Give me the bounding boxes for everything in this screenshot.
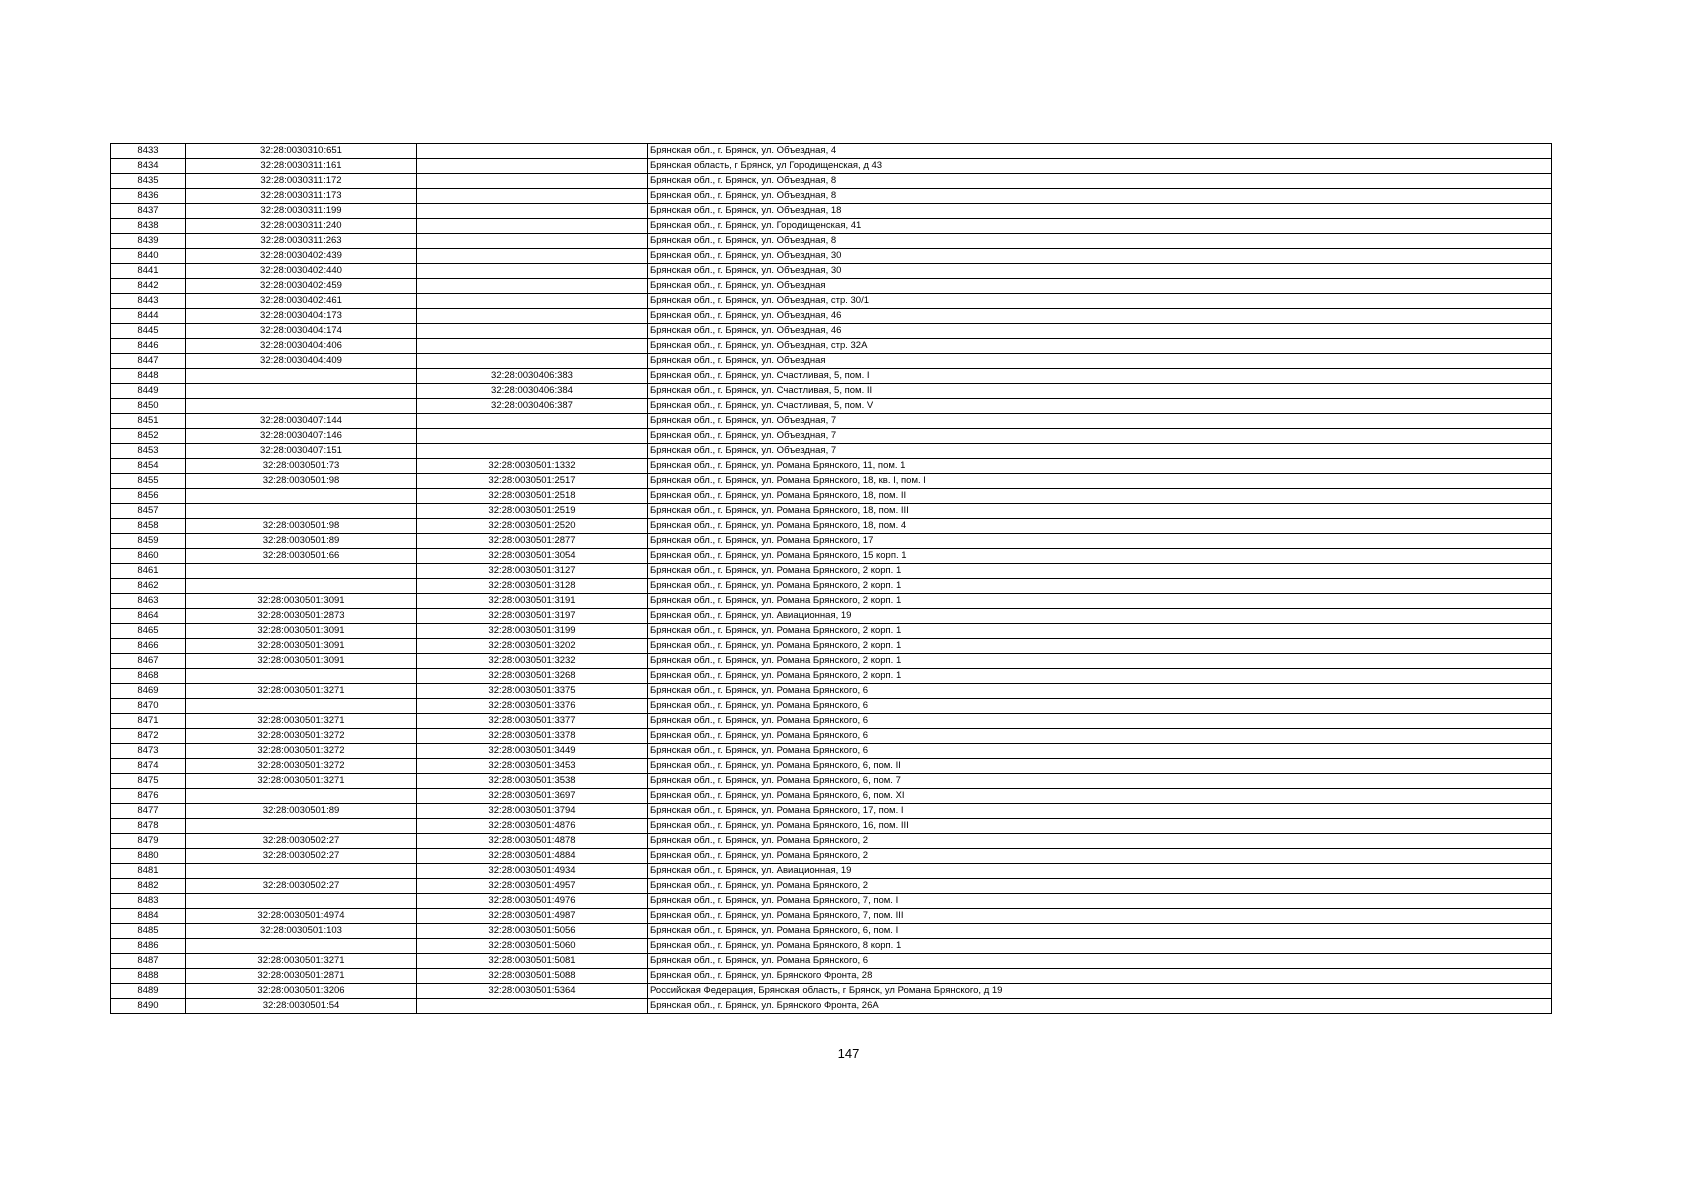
row-number-cell: 8483 [111,894,186,909]
table-row [111,879,1552,894]
table-row [111,819,1552,834]
object-cadastral-number-cell: 32:28:0030406:384 [417,384,648,399]
row-number-cell: 8437 [111,204,186,219]
table-row [111,759,1552,774]
land-cadastral-number-cell: 32:28:0030311:172 [186,174,417,189]
object-cadastral-number-cell: 32:28:0030501:5088 [417,969,648,984]
table-row [111,204,1552,219]
table-row [111,804,1552,819]
table-row [111,969,1552,984]
land-cadastral-number-cell: 32:28:0030501:3091 [186,594,417,609]
land-cadastral-number-cell [186,564,417,579]
address-cell: Брянская обл., г. Брянск, ул. Романа Брянского, 6, пом. XI [648,789,1552,804]
land-cadastral-number-cell: 32:28:0030402:439 [186,249,417,264]
land-cadastral-number-cell: 32:28:0030502:27 [186,879,417,894]
object-cadastral-number-cell: 32:28:0030501:3054 [417,549,648,564]
address-cell: Брянская обл., г. Брянск, ул. Романа Брянского, 11, пом. 1 [648,459,1552,474]
row-number-cell: 8458 [111,519,186,534]
row-number-cell: 8462 [111,579,186,594]
land-cadastral-number-cell: 32:28:0030501:3091 [186,639,417,654]
address-cell: Брянская обл., г. Брянск, ул. Романа Брянского, 2 корп. 1 [648,564,1552,579]
address-cell: Брянская обл., г. Брянск, ул. Объездная, 7 [648,429,1552,444]
object-cadastral-number-cell: 32:28:0030501:4976 [417,894,648,909]
row-number-cell: 8477 [111,804,186,819]
address-cell: Брянская обл., г. Брянск, ул. Объездная, 46 [648,309,1552,324]
land-cadastral-number-cell: 32:28:0030501:3271 [186,714,417,729]
row-number-cell: 8488 [111,969,186,984]
address-cell: Брянская обл., г. Брянск, ул. Романа Брянского, 6 [648,684,1552,699]
land-cadastral-number-cell: 32:28:0030501:103 [186,924,417,939]
object-cadastral-number-cell: 32:28:0030501:3376 [417,699,648,714]
table-row [111,579,1552,594]
land-cadastral-number-cell: 32:28:0030407:144 [186,414,417,429]
table-row [111,924,1552,939]
land-cadastral-number-cell: 32:28:0030501:4974 [186,909,417,924]
address-cell: Брянская обл., г. Брянск, ул. Городищенская, 41 [648,219,1552,234]
row-number-cell: 8484 [111,909,186,924]
object-cadastral-number-cell: 32:28:0030406:383 [417,369,648,384]
table-row [111,279,1552,294]
table-row [111,294,1552,309]
row-number-cell: 8476 [111,789,186,804]
object-cadastral-number-cell [417,144,648,159]
row-number-cell: 8451 [111,414,186,429]
row-number-cell: 8473 [111,744,186,759]
row-number-cell: 8460 [111,549,186,564]
object-cadastral-number-cell: 32:28:0030501:3199 [417,624,648,639]
page-number: 147 [837,1046,860,1061]
address-cell: Брянская обл., г. Брянск, ул. Авиационная, 19 [648,864,1552,879]
address-cell: Брянская обл., г. Брянск, ул. Брянского Фронта, 26А [648,999,1552,1014]
row-number-cell: 8465 [111,624,186,639]
land-cadastral-number-cell: 32:28:0030407:146 [186,429,417,444]
object-cadastral-number-cell [417,414,648,429]
address-cell: Брянская обл., г. Брянск, ул. Объездная [648,354,1552,369]
address-cell: Брянская обл., г. Брянск, ул. Объездная, 8 [648,189,1552,204]
row-number-cell: 8486 [111,939,186,954]
table-row [111,714,1552,729]
object-cadastral-number-cell: 32:28:0030501:4957 [417,879,648,894]
land-cadastral-number-cell: 32:28:0030501:54 [186,999,417,1014]
land-cadastral-number-cell: 32:28:0030311:161 [186,159,417,174]
object-cadastral-number-cell: 32:28:0030501:3377 [417,714,648,729]
table-row [111,144,1552,159]
row-number-cell: 8469 [111,684,186,699]
table-row [111,474,1552,489]
land-cadastral-number-cell: 32:28:0030404:409 [186,354,417,369]
row-number-cell: 8475 [111,774,186,789]
row-number-cell: 8452 [111,429,186,444]
address-cell: Брянская обл., г. Брянск, ул. Романа Брянского, 6, пом. II [648,759,1552,774]
land-cadastral-number-cell: 32:28:0030402:440 [186,264,417,279]
address-cell: Брянская обл., г. Брянск, ул. Романа Брянского, 18, пом. III [648,504,1552,519]
land-cadastral-number-cell: 32:28:0030311:263 [186,234,417,249]
register-table-body [111,144,1552,1014]
object-cadastral-number-cell [417,279,648,294]
row-number-cell: 8447 [111,354,186,369]
row-number-cell: 8463 [111,594,186,609]
row-number-cell: 8490 [111,999,186,1014]
table-row [111,339,1552,354]
object-cadastral-number-cell [417,444,648,459]
object-cadastral-number-cell: 32:28:0030501:3191 [417,594,648,609]
object-cadastral-number-cell [417,204,648,219]
land-cadastral-number-cell [186,699,417,714]
address-cell: Брянская обл., г. Брянск, ул. Романа Брянского, 18, кв. I, пом. I [648,474,1552,489]
address-cell: Брянская обл., г. Брянск, ул. Романа Брянского, 2 корп. 1 [648,594,1552,609]
address-cell: Брянская обл., г. Брянск, ул. Объездная, 4 [648,144,1552,159]
object-cadastral-number-cell: 32:28:0030501:3449 [417,744,648,759]
table-row [111,354,1552,369]
register-table [110,143,1552,1014]
row-number-cell: 8443 [111,294,186,309]
object-cadastral-number-cell [417,189,648,204]
row-number-cell: 8457 [111,504,186,519]
row-number-cell: 8448 [111,369,186,384]
address-cell: Брянская обл., г. Брянск, ул. Романа Брянского, 2 [648,849,1552,864]
address-cell: Брянская обл., г. Брянск, ул. Романа Брянского, 16, пом. III [648,819,1552,834]
table-row [111,864,1552,879]
address-cell: Брянская обл., г. Брянск, ул. Романа Брянского, 2 корп. 1 [648,639,1552,654]
object-cadastral-number-cell [417,174,648,189]
table-row [111,384,1552,399]
table-row [111,909,1552,924]
row-number-cell: 8435 [111,174,186,189]
object-cadastral-number-cell [417,309,648,324]
row-number-cell: 8461 [111,564,186,579]
object-cadastral-number-cell: 32:28:0030501:5081 [417,954,648,969]
address-cell: Брянская обл., г. Брянск, ул. Романа Брянского, 6 [648,744,1552,759]
object-cadastral-number-cell: 32:28:0030501:3197 [417,609,648,624]
row-number-cell: 8480 [111,849,186,864]
land-cadastral-number-cell [186,939,417,954]
address-cell: Брянская обл., г. Брянск, ул. Романа Брянского, 6 [648,729,1552,744]
land-cadastral-number-cell: 32:28:0030501:89 [186,534,417,549]
table-row [111,744,1552,759]
table-row [111,564,1552,579]
row-number-cell: 8433 [111,144,186,159]
address-cell: Брянская обл., г. Брянск, ул. Счастливая, 5, пом. I [648,369,1552,384]
land-cadastral-number-cell: 32:28:0030311:199 [186,204,417,219]
land-cadastral-number-cell: 32:28:0030501:3206 [186,984,417,999]
land-cadastral-number-cell [186,489,417,504]
row-number-cell: 8444 [111,309,186,324]
table-row [111,789,1552,804]
object-cadastral-number-cell [417,234,648,249]
address-cell: Брянская обл., г. Брянск, ул. Объездная, 8 [648,234,1552,249]
row-number-cell: 8487 [111,954,186,969]
land-cadastral-number-cell: 32:28:0030402:461 [186,294,417,309]
object-cadastral-number-cell [417,354,648,369]
land-cadastral-number-cell [186,369,417,384]
land-cadastral-number-cell [186,579,417,594]
land-cadastral-number-cell: 32:28:0030311:240 [186,219,417,234]
table-row [111,624,1552,639]
row-number-cell: 8485 [111,924,186,939]
land-cadastral-number-cell: 32:28:0030501:2871 [186,969,417,984]
table-row [111,264,1552,279]
row-number-cell: 8440 [111,249,186,264]
land-cadastral-number-cell: 32:28:0030501:3272 [186,759,417,774]
row-number-cell: 8441 [111,264,186,279]
land-cadastral-number-cell: 32:28:0030404:173 [186,309,417,324]
row-number-cell: 8479 [111,834,186,849]
land-cadastral-number-cell [186,894,417,909]
object-cadastral-number-cell [417,264,648,279]
row-number-cell: 8470 [111,699,186,714]
address-cell: Брянская область, г Брянск, ул Городищенская, д 43 [648,159,1552,174]
land-cadastral-number-cell: 32:28:0030501:3091 [186,624,417,639]
address-cell: Брянская обл., г. Брянск, ул. Объездная [648,279,1552,294]
row-number-cell: 8481 [111,864,186,879]
row-number-cell: 8482 [111,879,186,894]
address-cell: Брянская обл., г. Брянск, ул. Романа Брянского, 2 [648,879,1552,894]
address-cell: Брянская обл., г. Брянск, ул. Романа Брянского, 18, пом. II [648,489,1552,504]
address-cell: Брянская обл., г. Брянск, ул. Романа Брянского, 17, пом. I [648,804,1552,819]
address-cell: Брянская обл., г. Брянск, ул. Романа Брянского, 2 корп. 1 [648,579,1552,594]
land-cadastral-number-cell [186,819,417,834]
object-cadastral-number-cell: 32:28:0030501:4934 [417,864,648,879]
row-number-cell: 8438 [111,219,186,234]
object-cadastral-number-cell: 32:28:0030501:3232 [417,654,648,669]
row-number-cell: 8453 [111,444,186,459]
land-cadastral-number-cell: 32:28:0030501:98 [186,519,417,534]
row-number-cell: 8464 [111,609,186,624]
object-cadastral-number-cell: 32:28:0030501:3697 [417,789,648,804]
land-cadastral-number-cell: 32:28:0030501:66 [186,549,417,564]
land-cadastral-number-cell: 32:28:0030311:173 [186,189,417,204]
object-cadastral-number-cell: 32:28:0030501:3453 [417,759,648,774]
address-cell: Брянская обл., г. Брянск, ул. Романа Брянского, 2 корп. 1 [648,654,1552,669]
address-cell: Брянская обл., г. Брянск, ул. Объездная, 8 [648,174,1552,189]
object-cadastral-number-cell: 32:28:0030501:4876 [417,819,648,834]
object-cadastral-number-cell: 32:28:0030501:5056 [417,924,648,939]
table-row [111,654,1552,669]
row-number-cell: 8439 [111,234,186,249]
land-cadastral-number-cell: 32:28:0030501:2873 [186,609,417,624]
table-row [111,444,1552,459]
row-number-cell: 8446 [111,339,186,354]
object-cadastral-number-cell: 32:28:0030501:2519 [417,504,648,519]
land-cadastral-number-cell: 32:28:0030404:406 [186,339,417,354]
table-row [111,684,1552,699]
land-cadastral-number-cell [186,789,417,804]
object-cadastral-number-cell [417,339,648,354]
table-row [111,984,1552,999]
object-cadastral-number-cell: 32:28:0030501:5364 [417,984,648,999]
land-cadastral-number-cell [186,864,417,879]
land-cadastral-number-cell: 32:28:0030402:459 [186,279,417,294]
row-number-cell: 8455 [111,474,186,489]
table-row [111,459,1552,474]
address-cell: Брянская обл., г. Брянск, ул. Романа Брянского, 2 [648,834,1552,849]
address-cell: Брянская обл., г. Брянск, ул. Объездная, 46 [648,324,1552,339]
land-cadastral-number-cell: 32:28:0030404:174 [186,324,417,339]
table-row [111,639,1552,654]
table-row [111,594,1552,609]
row-number-cell: 8474 [111,759,186,774]
land-cadastral-number-cell: 32:28:0030501:3271 [186,774,417,789]
address-cell: Брянская обл., г. Брянск, ул. Романа Брянского, 17 [648,534,1552,549]
table-row [111,309,1552,324]
table-row [111,429,1552,444]
table-row [111,324,1552,339]
table-row [111,609,1552,624]
table-row [111,249,1552,264]
address-cell: Брянская обл., г. Брянск, ул. Объездная, 7 [648,414,1552,429]
address-cell: Брянская обл., г. Брянск, ул. Счастливая, 5, пом. II [648,384,1552,399]
table-row [111,174,1552,189]
address-cell: Брянская обл., г. Брянск, ул. Объездная, 30 [648,249,1552,264]
land-cadastral-number-cell [186,384,417,399]
land-cadastral-number-cell: 32:28:0030501:3272 [186,729,417,744]
row-number-cell: 8454 [111,459,186,474]
table-row [111,699,1552,714]
table-row [111,504,1552,519]
row-number-cell: 8489 [111,984,186,999]
table-row [111,534,1552,549]
object-cadastral-number-cell [417,429,648,444]
address-cell: Брянская обл., г. Брянск, ул. Романа Брянского, 7, пом. III [648,909,1552,924]
row-number-cell: 8468 [111,669,186,684]
address-cell: Брянская обл., г. Брянск, ул. Брянского Фронта, 28 [648,969,1552,984]
address-cell: Брянская обл., г. Брянск, ул. Объездная, стр. 32А [648,339,1552,354]
land-cadastral-number-cell [186,504,417,519]
address-cell: Брянская обл., г. Брянск, ул. Романа Брянского, 7, пом. I [648,894,1552,909]
row-number-cell: 8434 [111,159,186,174]
table-row [111,729,1552,744]
land-cadastral-number-cell: 32:28:0030407:151 [186,444,417,459]
object-cadastral-number-cell: 32:28:0030501:3378 [417,729,648,744]
object-cadastral-number-cell: 32:28:0030501:4884 [417,849,648,864]
object-cadastral-number-cell: 32:28:0030501:3375 [417,684,648,699]
table-row [111,489,1552,504]
address-cell: Брянская обл., г. Брянск, ул. Романа Брянского, 2 корп. 1 [648,624,1552,639]
address-cell: Брянская обл., г. Брянск, ул. Объездная, 30 [648,264,1552,279]
address-cell: Брянская обл., г. Брянск, ул. Романа Брянского, 6, пом. I [648,924,1552,939]
object-cadastral-number-cell: 32:28:0030501:2517 [417,474,648,489]
table-row [111,219,1552,234]
table-row [111,414,1552,429]
object-cadastral-number-cell: 32:28:0030501:3127 [417,564,648,579]
row-number-cell: 8471 [111,714,186,729]
table-row [111,159,1552,174]
object-cadastral-number-cell [417,219,648,234]
address-cell: Брянская обл., г. Брянск, ул. Романа Брянского, 6, пом. 7 [648,774,1552,789]
object-cadastral-number-cell: 32:28:0030501:3794 [417,804,648,819]
row-number-cell: 8478 [111,819,186,834]
address-cell: Брянская обл., г. Брянск, ул. Романа Брянского, 6 [648,714,1552,729]
object-cadastral-number-cell [417,159,648,174]
row-number-cell: 8445 [111,324,186,339]
row-number-cell: 8466 [111,639,186,654]
land-cadastral-number-cell: 32:28:0030501:73 [186,459,417,474]
table-row [111,669,1552,684]
object-cadastral-number-cell: 32:28:0030501:5060 [417,939,648,954]
object-cadastral-number-cell: 32:28:0030501:4878 [417,834,648,849]
table-row [111,894,1552,909]
object-cadastral-number-cell: 32:28:0030501:2520 [417,519,648,534]
table-row [111,399,1552,414]
table-row [111,834,1552,849]
row-number-cell: 8459 [111,534,186,549]
land-cadastral-number-cell: 32:28:0030501:3272 [186,744,417,759]
object-cadastral-number-cell: 32:28:0030501:4987 [417,909,648,924]
land-cadastral-number-cell: 32:28:0030501:98 [186,474,417,489]
row-number-cell: 8467 [111,654,186,669]
address-cell: Брянская обл., г. Брянск, ул. Романа Брянского, 2 корп. 1 [648,669,1552,684]
address-cell: Брянская обл., г. Брянск, ул. Объездная, стр. 30/1 [648,294,1552,309]
table-row [111,999,1552,1014]
address-cell: Брянская обл., г. Брянск, ул. Объездная, 18 [648,204,1552,219]
row-number-cell: 8472 [111,729,186,744]
land-cadastral-number-cell: 32:28:0030502:27 [186,834,417,849]
object-cadastral-number-cell: 32:28:0030501:3202 [417,639,648,654]
row-number-cell: 8456 [111,489,186,504]
address-cell: Брянская обл., г. Брянск, ул. Романа Брянского, 6 [648,699,1552,714]
row-number-cell: 8449 [111,384,186,399]
table-row [111,774,1552,789]
object-cadastral-number-cell: 32:28:0030501:3128 [417,579,648,594]
address-cell: Брянская обл., г. Брянск, ул. Романа Брянского, 15 корп. 1 [648,549,1552,564]
land-cadastral-number-cell: 32:28:0030501:3271 [186,954,417,969]
land-cadastral-number-cell [186,399,417,414]
land-cadastral-number-cell: 32:28:0030501:3271 [186,684,417,699]
address-cell: Брянская обл., г. Брянск, ул. Объездная, 7 [648,444,1552,459]
table-row [111,234,1552,249]
object-cadastral-number-cell [417,294,648,309]
row-number-cell: 8442 [111,279,186,294]
land-cadastral-number-cell: 32:28:0030501:89 [186,804,417,819]
table-row [111,189,1552,204]
land-cadastral-number-cell: 32:28:0030501:3091 [186,654,417,669]
table-row [111,519,1552,534]
land-cadastral-number-cell: 32:28:0030310:651 [186,144,417,159]
address-cell: Брянская обл., г. Брянск, ул. Авиационная, 19 [648,609,1552,624]
object-cadastral-number-cell: 32:28:0030501:1332 [417,459,648,474]
object-cadastral-number-cell: 32:28:0030501:3538 [417,774,648,789]
address-cell: Российская Федерация, Брянская область, г Брянск, ул Романа Брянского, д 19 [648,984,1552,999]
object-cadastral-number-cell: 32:28:0030501:2877 [417,534,648,549]
object-cadastral-number-cell: 32:28:0030501:3268 [417,669,648,684]
row-number-cell: 8436 [111,189,186,204]
land-cadastral-number-cell [186,669,417,684]
table-row [111,939,1552,954]
object-cadastral-number-cell [417,324,648,339]
object-cadastral-number-cell [417,249,648,264]
address-cell: Брянская обл., г. Брянск, ул. Романа Брянского, 18, пом. 4 [648,519,1552,534]
row-number-cell: 8450 [111,399,186,414]
object-cadastral-number-cell [417,999,648,1014]
table-row [111,369,1552,384]
address-cell: Брянская обл., г. Брянск, ул. Романа Брянского, 8 корп. 1 [648,939,1552,954]
table-row [111,954,1552,969]
table-row [111,549,1552,564]
land-cadastral-number-cell: 32:28:0030502:27 [186,849,417,864]
address-cell: Брянская обл., г. Брянск, ул. Романа Брянского, 6 [648,954,1552,969]
object-cadastral-number-cell: 32:28:0030406:387 [417,399,648,414]
table-row [111,849,1552,864]
address-cell: Брянская обл., г. Брянск, ул. Счастливая, 5, пом. V [648,399,1552,414]
object-cadastral-number-cell: 32:28:0030501:2518 [417,489,648,504]
